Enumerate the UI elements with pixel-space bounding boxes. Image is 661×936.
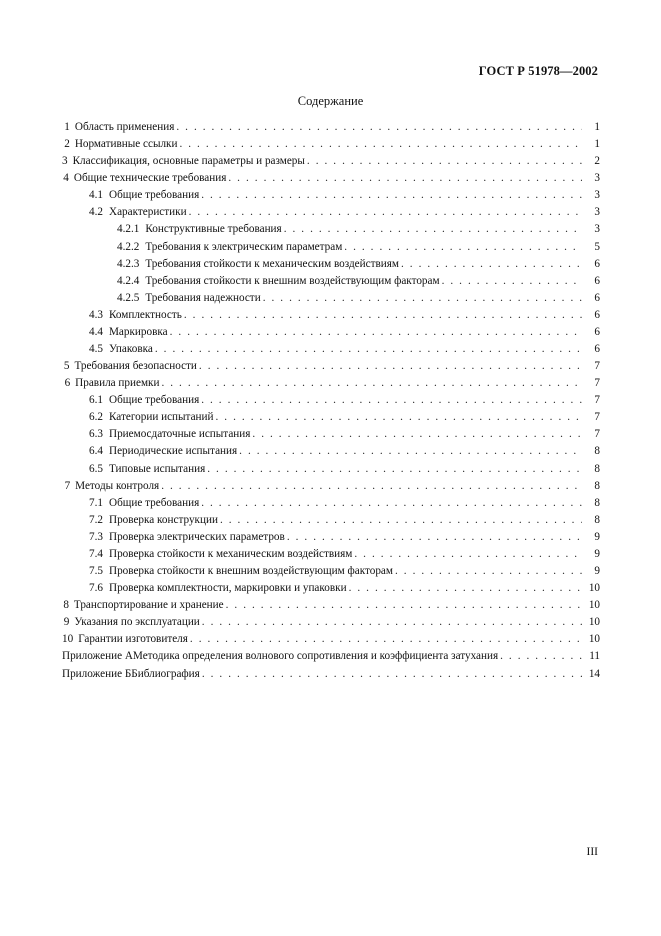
- toc-entry-number: 7.2: [89, 513, 103, 526]
- toc-entry-number: 7.6: [89, 582, 103, 595]
- toc-entry-number: Приложение А: [62, 650, 133, 663]
- toc-entry-page: 1: [594, 138, 600, 151]
- toc-entry-number: 4.5: [89, 343, 103, 356]
- toc-entry-page: 6: [594, 274, 600, 287]
- toc-entry-page: 7: [594, 360, 600, 373]
- toc-entry[interactable]: [62, 495, 600, 512]
- toc-entry-title: Требования стойкости к механическим воздействиям: [145, 257, 399, 270]
- toc-leader-dots: [201, 495, 582, 512]
- toc-entry[interactable]: [62, 239, 600, 256]
- toc-entry[interactable]: [62, 631, 600, 648]
- toc-entry-title: Требования к электрическим параметрам: [145, 240, 343, 253]
- toc-entry[interactable]: [62, 153, 600, 170]
- page-number: III: [586, 846, 598, 858]
- toc-entry-number: 4.2.5: [117, 291, 140, 304]
- toc-entry-number: 4.2.2: [117, 240, 140, 253]
- toc-entry-title: Проверка стойкости к механическим воздействиям: [108, 547, 353, 560]
- toc-entry-title: Маркировка: [108, 325, 168, 338]
- toc-entry-title: Проверка комплектности, маркировки и упаковки: [108, 582, 347, 595]
- toc-entry[interactable]: [62, 614, 600, 631]
- toc-entry-page: 14: [588, 667, 600, 680]
- toc-entry-title: Конструктивные требования: [145, 223, 282, 236]
- toc-entry-title: Характеристики: [108, 206, 187, 219]
- toc-entry-page: 7: [594, 377, 600, 390]
- toc-entry-title: Периодические испытания: [108, 445, 238, 458]
- toc-entry-page: 7: [594, 394, 600, 407]
- toc-entry-title: Приемосдаточные испытания: [108, 428, 251, 441]
- toc-entry-page: 6: [594, 343, 600, 356]
- toc-entry-page: 3: [594, 172, 600, 185]
- toc-entry-page: 8: [594, 479, 600, 492]
- toc-entry[interactable]: [62, 546, 600, 563]
- toc-leader-dots: [179, 136, 582, 153]
- toc-entry[interactable]: [62, 375, 600, 392]
- toc-leader-dots: [284, 221, 582, 238]
- toc-leader-dots: [239, 443, 582, 460]
- toc-leader-dots: [207, 461, 582, 478]
- toc-entry-title: Методы контроля: [75, 479, 160, 492]
- toc-leader-dots: [161, 478, 582, 495]
- toc-leader-dots: [307, 153, 582, 170]
- toc-entry-number: 2: [64, 138, 70, 151]
- toc-entry-page: 1: [594, 121, 600, 133]
- toc-entry-number: 6: [64, 377, 71, 390]
- toc-entry[interactable]: [62, 666, 600, 683]
- toc-entry-number: 10: [62, 633, 74, 646]
- toc-leader-dots: [170, 324, 582, 341]
- toc-entry-title: Проверка стойкости к внешним воздействующим факторам: [108, 565, 393, 578]
- toc-title: Содержание: [297, 94, 364, 108]
- toc-entry-page: 3: [594, 223, 600, 236]
- table-of-contents: [62, 119, 600, 683]
- toc-entry-title: Типовые испытания: [108, 462, 206, 475]
- toc-entry-number: 4.4: [89, 325, 103, 338]
- toc-entry-number: 4.2: [89, 206, 103, 219]
- toc-leader-dots: [202, 666, 582, 683]
- toc-entry[interactable]: [62, 136, 600, 153]
- toc-entry-page: 8: [594, 462, 600, 475]
- toc-entry-title: Гарантии изготовителя: [78, 633, 188, 646]
- toc-entry-number: 5: [63, 360, 70, 373]
- toc-entry-number: Приложение Б: [62, 667, 132, 680]
- toc-entry-number: 7.5: [89, 565, 103, 578]
- toc-entry-number: 4.2.4: [117, 274, 140, 287]
- toc-entry[interactable]: [62, 307, 600, 324]
- toc-entry[interactable]: [62, 648, 600, 665]
- toc-entry-title: Требования безопасности: [74, 360, 197, 373]
- toc-entry-page: 8: [594, 445, 600, 458]
- toc-leader-dots: [263, 290, 582, 307]
- toc-entry[interactable]: [62, 119, 600, 136]
- toc-leader-dots: [216, 409, 582, 426]
- toc-leader-dots: [202, 614, 582, 631]
- toc-leader-dots: [287, 529, 582, 546]
- toc-leader-dots: [161, 375, 582, 392]
- toc-entry-page: 6: [594, 325, 600, 338]
- toc-entry-title: Общие технические требования: [73, 172, 227, 185]
- toc-entry-title: Требования надежности: [145, 291, 261, 304]
- toc-entry-number: 3: [62, 155, 68, 168]
- toc-entry-number: 4: [63, 172, 69, 185]
- toc-entry[interactable]: [62, 324, 600, 341]
- toc-entry[interactable]: [62, 512, 600, 529]
- toc-leader-dots: [344, 239, 582, 256]
- toc-entry-title: Транспортирование и хранение: [73, 599, 224, 612]
- toc-entry[interactable]: [62, 392, 600, 409]
- toc-entry-number: 7.1: [89, 496, 103, 509]
- toc-leader-dots: [401, 256, 582, 273]
- toc-entry-page: 10: [588, 582, 600, 595]
- toc-entry-title: Проверка конструкции: [108, 513, 218, 526]
- toc-entry-page: 10: [588, 633, 600, 646]
- toc-entry-page: 11: [589, 650, 600, 663]
- toc-entry-title: Проверка электрических параметров: [108, 530, 285, 543]
- toc-entry[interactable]: [62, 409, 600, 426]
- toc-entry-title: Классификация, основные параметры и размеры: [72, 155, 305, 168]
- toc-leader-dots: [201, 392, 582, 409]
- toc-entry[interactable]: [62, 358, 600, 375]
- toc-entry-number: 4.2.1: [117, 223, 140, 236]
- toc-entry-number: 6.4: [89, 445, 103, 458]
- toc-entry-title: Комплектность: [108, 308, 182, 321]
- toc-entry[interactable]: [62, 426, 600, 443]
- toc-entry-page: 8: [594, 496, 600, 509]
- toc-entry-page: 7: [594, 411, 600, 424]
- toc-entry-page: 8: [594, 513, 600, 526]
- toc-leader-dots: [354, 546, 582, 563]
- toc-entry-number: 4.1: [89, 189, 103, 202]
- toc-entry-page: 9: [594, 565, 600, 578]
- toc-entry-page: 5: [594, 240, 600, 253]
- toc-entry-number: 9: [63, 616, 70, 629]
- toc-entry-number: 7.3: [89, 530, 103, 543]
- toc-entry[interactable]: [62, 221, 600, 238]
- toc-entry[interactable]: [62, 461, 600, 478]
- toc-leader-dots: [228, 170, 582, 187]
- toc-entry-number: 6.1: [89, 394, 103, 407]
- toc-entry-number: 1: [64, 121, 70, 133]
- toc-leader-dots: [184, 307, 582, 324]
- toc-entry-number: 4.3: [89, 308, 103, 321]
- toc-entry-page: 9: [594, 547, 600, 560]
- toc-entry-page: 6: [594, 257, 600, 270]
- toc-entry-title: Библиография: [131, 667, 200, 680]
- toc-leader-dots: [189, 204, 582, 221]
- toc-entry-page: 7: [594, 428, 600, 441]
- toc-entry-page: 10: [588, 616, 600, 629]
- toc-entry-title: Общие требования: [108, 496, 200, 509]
- toc-entry[interactable]: [62, 273, 600, 290]
- toc-leader-dots: [349, 580, 582, 597]
- toc-entry[interactable]: [62, 529, 600, 546]
- toc-entry-number: 7: [64, 479, 71, 492]
- toc-entry-title: Общие требования: [108, 189, 200, 202]
- toc-entry-page: 6: [594, 308, 600, 321]
- toc-entry-page: 3: [594, 189, 600, 202]
- toc-entry-number: 8: [63, 599, 69, 612]
- toc-leader-dots: [442, 273, 582, 290]
- toc-leader-dots: [220, 512, 582, 529]
- toc-entry[interactable]: [62, 341, 600, 358]
- toc-entry-number: 7.4: [89, 547, 103, 560]
- toc-entry[interactable]: [62, 563, 600, 580]
- toc-entry-number: 6.3: [89, 428, 103, 441]
- toc-entry-number: 6.5: [89, 462, 103, 475]
- toc-entry-page: 10: [588, 599, 600, 612]
- toc-entry[interactable]: [62, 443, 600, 460]
- toc-entry-title: Правила приемки: [75, 377, 160, 390]
- toc-entry-title: Общие требования: [108, 394, 200, 407]
- toc-leader-dots: [199, 358, 582, 375]
- toc-entry[interactable]: [62, 478, 600, 495]
- toc-entry[interactable]: [62, 204, 600, 221]
- document-code: ГОСТ Р 51978—2002: [478, 64, 598, 78]
- toc-entry[interactable]: [62, 170, 600, 187]
- toc-leader-dots: [226, 597, 582, 614]
- toc-entry-title: Категории испытаний: [108, 411, 214, 424]
- toc-entry-title: Упаковка: [108, 343, 153, 356]
- toc-leader-dots: [190, 631, 582, 648]
- toc-entry-title: Указания по эксплуатации: [74, 616, 200, 629]
- toc-entry-title: Методика определения волнового сопротивления и коэффициента затухания: [132, 650, 499, 663]
- toc-entry-title: Требования стойкости к внешним воздействующим факторам: [145, 274, 440, 287]
- toc-entry-number: 6.2: [89, 411, 103, 424]
- toc-entry-title: Область применения: [74, 121, 175, 133]
- toc-entry[interactable]: [62, 290, 600, 307]
- toc-entry[interactable]: [62, 187, 600, 204]
- toc-entry-page: 9: [594, 530, 600, 543]
- toc-entry-title: Нормативные ссылки: [74, 138, 178, 151]
- toc-leader-dots: [395, 563, 582, 580]
- toc-entry-number: 4.2.3: [117, 257, 140, 270]
- toc-entry[interactable]: [62, 256, 600, 273]
- toc-entry[interactable]: [62, 580, 600, 597]
- toc-leader-dots: [176, 119, 582, 136]
- toc-leader-dots: [500, 648, 582, 665]
- toc-entry-page: 2: [594, 155, 600, 168]
- toc-leader-dots: [155, 341, 582, 358]
- toc-entry[interactable]: [62, 597, 600, 614]
- toc-leader-dots: [201, 187, 582, 204]
- toc-entry-page: 3: [594, 206, 600, 219]
- toc-entry-page: 6: [594, 291, 600, 304]
- toc-leader-dots: [252, 426, 582, 443]
